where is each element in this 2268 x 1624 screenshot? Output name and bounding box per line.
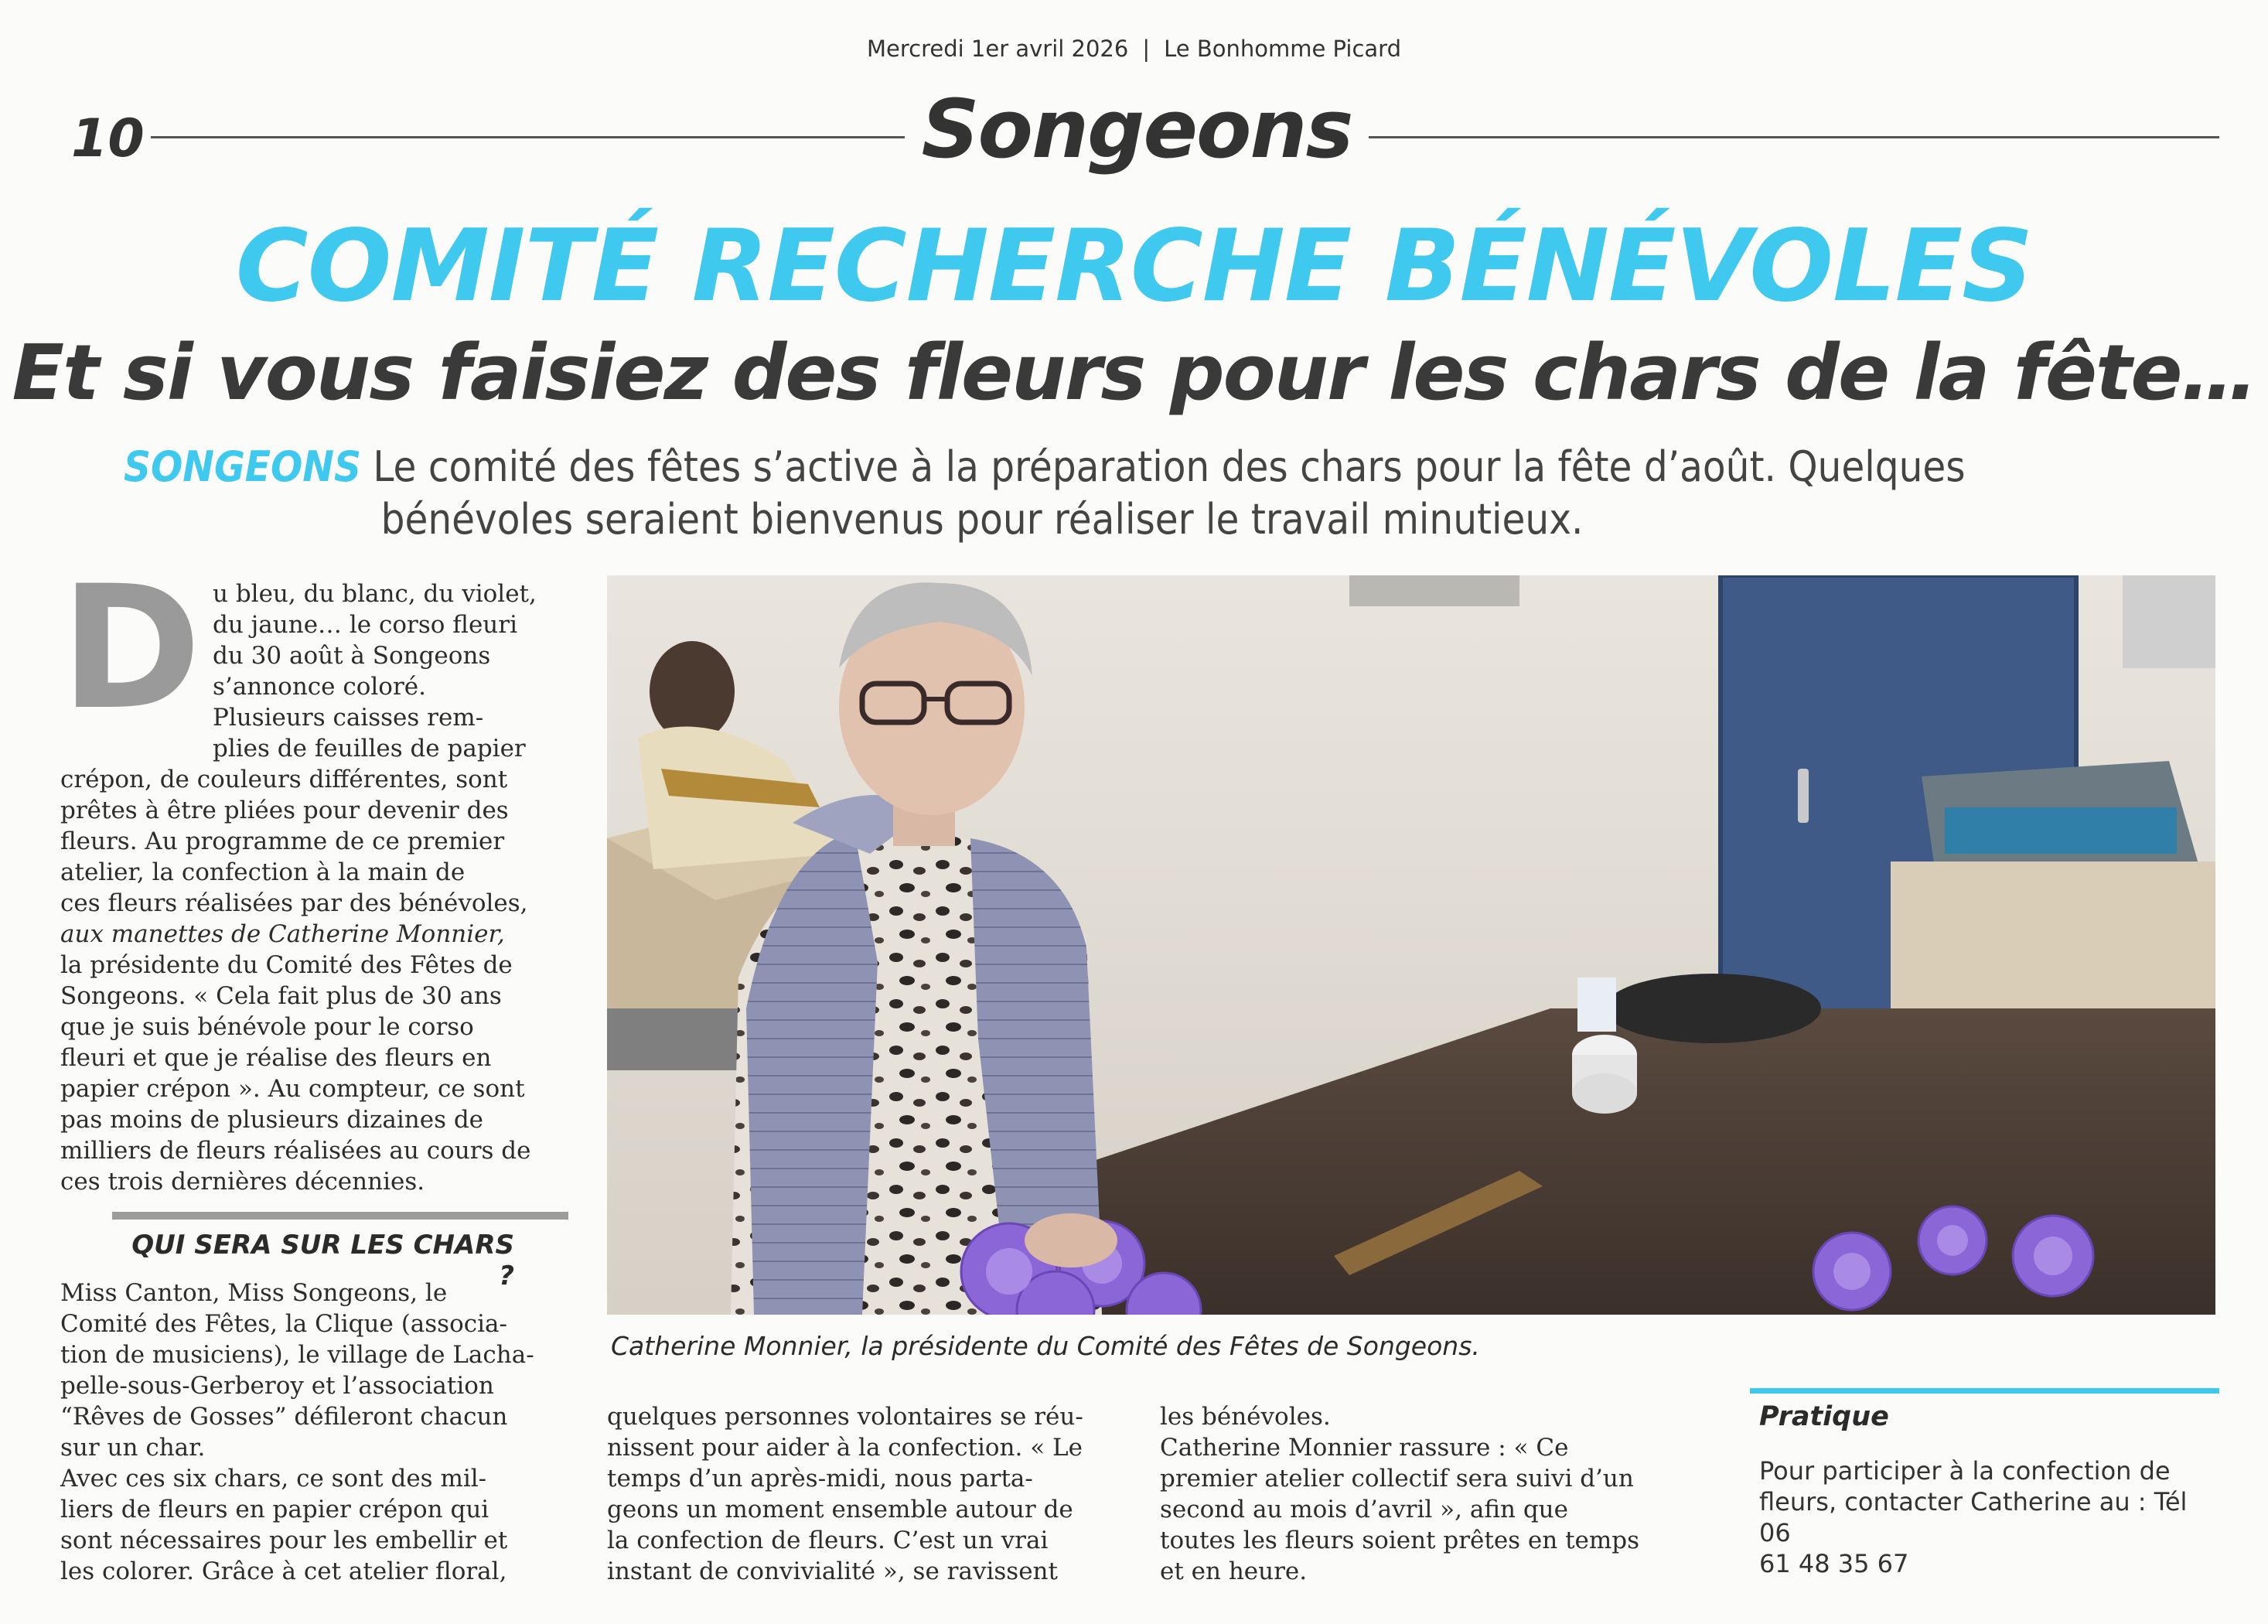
section-rule-left — [151, 136, 905, 138]
column-1-text — [60, 1278, 568, 1587]
text-line: tion de musiciens), le village de Lacha- — [60, 1341, 534, 1369]
publication-name: Le Bonhomme Picard — [1164, 36, 1401, 62]
text-line: fleurs. Au programme de ce premier — [60, 827, 505, 855]
text-line: Miss Canton, Miss Songeons, le — [60, 1279, 448, 1307]
text-line: la présidente du Comité des Fêtes de — [60, 951, 513, 979]
text-line: liers de fleurs en papier crépon qui — [60, 1496, 489, 1523]
text-line: prêtes à être pliées pour devenir des — [60, 797, 509, 824]
text-line: sur un char. — [60, 1434, 206, 1462]
column-3-text — [1160, 1401, 1686, 1587]
text-line: nissent pour aider à la confection. « Le — [607, 1434, 1083, 1462]
publication-date: Mercredi 1er avril 2026 — [867, 36, 1129, 62]
page-number: 10 — [71, 108, 145, 169]
text-line: quelques personnes volontaires se réu- — [607, 1403, 1083, 1431]
text-line: fleurs, contacter Catherine au : Tél 06 — [1759, 1487, 2188, 1547]
text-line: s’annonce coloré. — [213, 673, 426, 701]
text-line: Songeons. « Cela fait plus de 30 ans — [60, 982, 502, 1010]
text-line: premier atelier collectif sera suivi d’un — [1160, 1465, 1634, 1493]
column-2-text — [607, 1401, 1121, 1587]
text-line: pelle-sous-Gerberoy et l’association — [60, 1372, 494, 1400]
text-line: Comité des Fêtes, la Clique (associa- — [60, 1310, 507, 1338]
subheadline: Et si vous faisiez des fleurs pour les chars de la fête… — [12, 329, 2256, 418]
text-line: papier crépon ». Au compteur, ce sont — [60, 1075, 525, 1103]
standfirst-line-1: Le comité des fêtes s’active à la préparation des chars pour la fête d’août. Quelques — [373, 442, 1966, 491]
text-line: et en heure. — [1160, 1557, 1308, 1585]
article-photo — [607, 575, 2215, 1315]
sidebar-heading-rule — [112, 1212, 568, 1220]
photo-illustration — [607, 575, 2215, 1315]
standfirst-line-2: bénévoles seraient bienvenus pour réaliser le travail minutieux. — [380, 495, 1584, 544]
text-line: Plusieurs caisses rem- — [213, 704, 484, 732]
text-line: la confection de fleurs. C’est un vrai — [607, 1527, 1049, 1554]
text-line: sont nécessaires pour les embellir et — [60, 1527, 508, 1554]
intro-paragraph-top — [213, 578, 568, 764]
text-line: u bleu, du blanc, du violet, — [213, 580, 537, 608]
text-line: aux manettes de Catherine Monnier, — [60, 920, 505, 948]
pratique-title: Pratique — [1759, 1401, 1889, 1432]
text-line: milliers de fleurs réalisées au cours de — [60, 1137, 531, 1165]
text-line: atelier, la confection à la main de — [60, 858, 466, 886]
text-line: ces trois dernières décennies. — [60, 1168, 425, 1196]
text-line: Pour participer à la confection de — [1759, 1456, 2171, 1486]
section-name: Songeons — [921, 82, 1352, 176]
date-line — [0, 36, 2268, 62]
text-line: instant de convivialité », se ravissent — [607, 1557, 1058, 1585]
text-line: plies de feuilles de papier — [213, 735, 526, 763]
drop-cap: D — [60, 549, 202, 747]
text-line: pas moins de plusieurs dizaines de — [60, 1106, 484, 1134]
text-line: “Rêves de Gosses” défileront chacun — [60, 1403, 508, 1431]
text-line: que je suis bénévole pour le corso — [60, 1013, 474, 1041]
text-line: les bénévoles. — [1160, 1403, 1331, 1431]
text-line: geons un moment ensemble autour de — [607, 1496, 1073, 1523]
text-line: Catherine Monnier rassure : « Ce — [1160, 1434, 1569, 1462]
sidebar-heading: QUI SERA SUR LES CHARS ? — [131, 1230, 514, 1291]
text-line: temps d’un après-midi, nous parta- — [607, 1465, 1033, 1493]
text-line: 61 48 35 67 — [1759, 1549, 1909, 1578]
text-line: fleuri et que je réalise des fleurs en — [60, 1044, 492, 1072]
text-line: les colorer. Grâce à cet atelier floral, — [60, 1557, 507, 1585]
text-line: du 30 août à Songeons — [213, 642, 491, 670]
headline: COMITÉ RECHERCHE BÉNÉVOLES — [235, 209, 2033, 324]
intro-paragraph-rest — [60, 764, 568, 1197]
text-line: Avec ces six chars, ce sont des mil- — [60, 1465, 487, 1493]
standfirst-kicker: SONGEONS — [124, 442, 361, 491]
pratique-text — [1759, 1455, 2223, 1579]
header-separator: | — [1142, 36, 1151, 62]
text-line: second au mois d’avril », afin que — [1160, 1496, 1568, 1523]
section-rule-right — [1369, 136, 2219, 138]
pratique-rule — [1750, 1388, 2219, 1394]
standfirst — [124, 441, 2119, 546]
text-line: toutes les fleurs soient prêtes en temps — [1160, 1527, 1640, 1554]
text-line: ces fleurs réalisées par des bénévoles, — [60, 889, 528, 917]
text-line: crépon, de couleurs différentes, sont — [60, 766, 508, 793]
photo-caption: Catherine Monnier, la présidente du Comité des Fêtes de Songeons. — [611, 1331, 1480, 1361]
text-line: du jaune… le corso fleuri — [213, 611, 517, 639]
